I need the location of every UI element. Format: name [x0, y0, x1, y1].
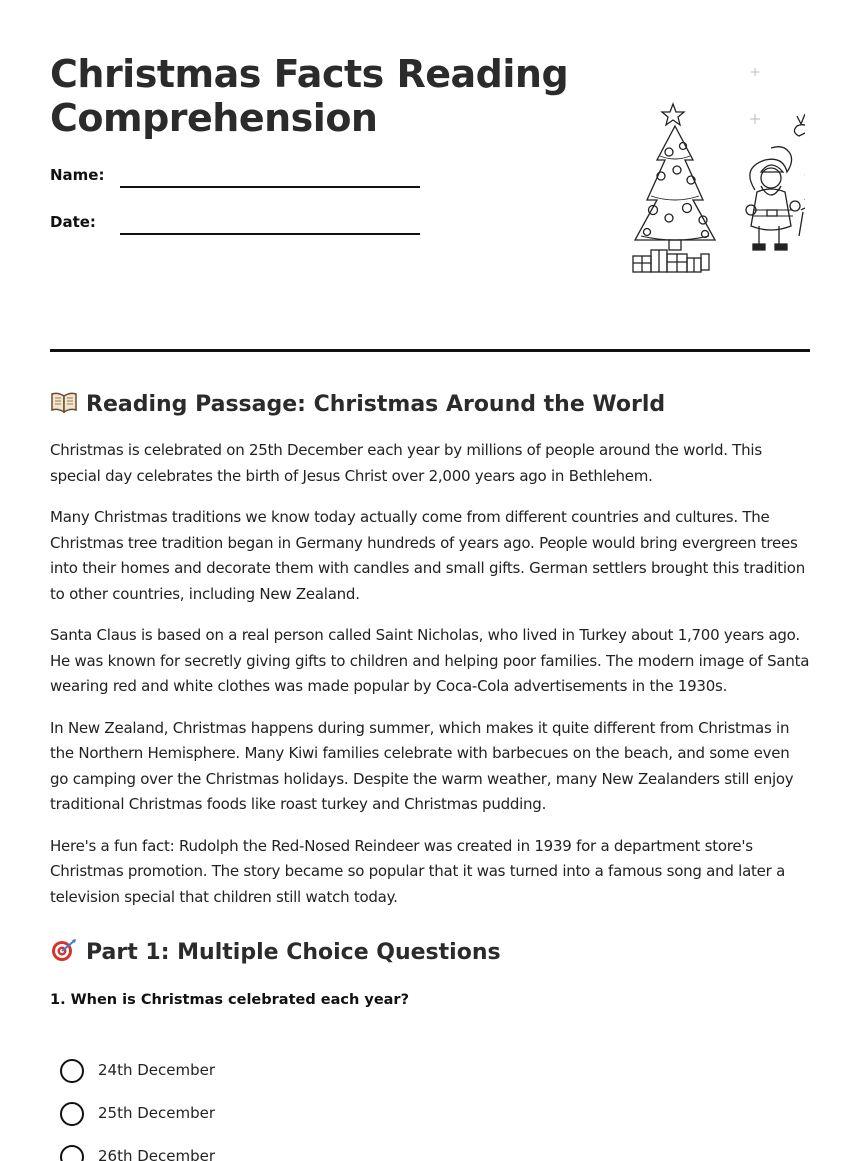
- name-label: Name:: [50, 166, 105, 184]
- passage-heading: [50, 390, 665, 419]
- option-25th-december[interactable]: [60, 1102, 360, 1128]
- worksheet-title: Christmas Facts Reading Comprehension: [50, 52, 569, 140]
- christmas-tree-icon: [635, 104, 715, 250]
- reindeer-icon: [794, 114, 805, 236]
- passage-paragraph: Santa Claus is based on a real person called Saint Nicholas, who lived in Turkey about 1,700 years ago. He was known for secretly giving gifts to children and helping poor families. The modern image of Santa wearing red and white clothes was made popular by Coca-Cola advertisements in the 1930s.: [50, 626, 810, 695]
- radio-button[interactable]: [60, 1102, 84, 1126]
- date-field[interactable]: [50, 213, 420, 237]
- santa-icon: [746, 147, 800, 250]
- radio-button[interactable]: [60, 1145, 84, 1161]
- radio-button[interactable]: [60, 1059, 84, 1083]
- part1-heading-text: Part 1: Multiple Choice Questions: [86, 940, 501, 965]
- sparkle-icon: [750, 68, 805, 128]
- option-label: 25th December: [98, 1104, 216, 1122]
- passage-heading-text: Reading Passage: Christmas Around the World: [86, 392, 666, 417]
- option-26th-december[interactable]: [60, 1145, 360, 1161]
- worksheet-page: [50, 0, 810, 1161]
- option-label: 24th December: [98, 1061, 216, 1079]
- name-field[interactable]: [50, 166, 420, 190]
- open-book-icon: [50, 390, 78, 414]
- reading-passage: [50, 438, 810, 926]
- gifts-icon: [633, 250, 709, 272]
- question-1: 1. When is Christmas celebrated each year?: [50, 992, 409, 1008]
- date-line[interactable]: [120, 233, 420, 235]
- christmas-illustration: [565, 60, 805, 280]
- option-24th-december[interactable]: [60, 1059, 360, 1085]
- target-dart-icon: [50, 938, 78, 962]
- name-line[interactable]: [120, 186, 420, 188]
- part1-heading: [50, 938, 501, 967]
- passage-paragraph: Christmas is celebrated on 25th December each year by millions of people around the world. This special day celebrates the birth of Jesus Christ over 2,000 years ago in Bethlehem.: [50, 441, 762, 485]
- date-label: Date:: [50, 213, 96, 231]
- passage-paragraph: Here's a fun fact: Rudolph the Red-Nosed Reindeer was created in 1939 for a department store's Christmas promotion. The story became so popular that it was turned into a famous song and later a television special that children still watch today.: [50, 836, 786, 906]
- passage-paragraph: In New Zealand, Christmas happens during summer, which makes it quite different from Christmas in the Northern Hemisphere. Many Kiwi families celebrate with barbecues on the beach, and some even go camping over the Christmas holidays. Despite the warm weather, many New Zealanders still enjoy traditional Christmas foods like roast turkey and Christmas pudding.: [50, 718, 794, 813]
- option-label: 26th December: [98, 1147, 216, 1161]
- header-divider: [50, 349, 810, 352]
- passage-paragraph: Many Christmas traditions we know today actually come from different countries and cultures. The Christmas tree tradition began in Germany hundreds of years ago. People would bring evergreen trees into their homes and decorate them with candles and small gifts. German settlers brought this tradition to other countries, including New Zealand.: [50, 508, 805, 603]
